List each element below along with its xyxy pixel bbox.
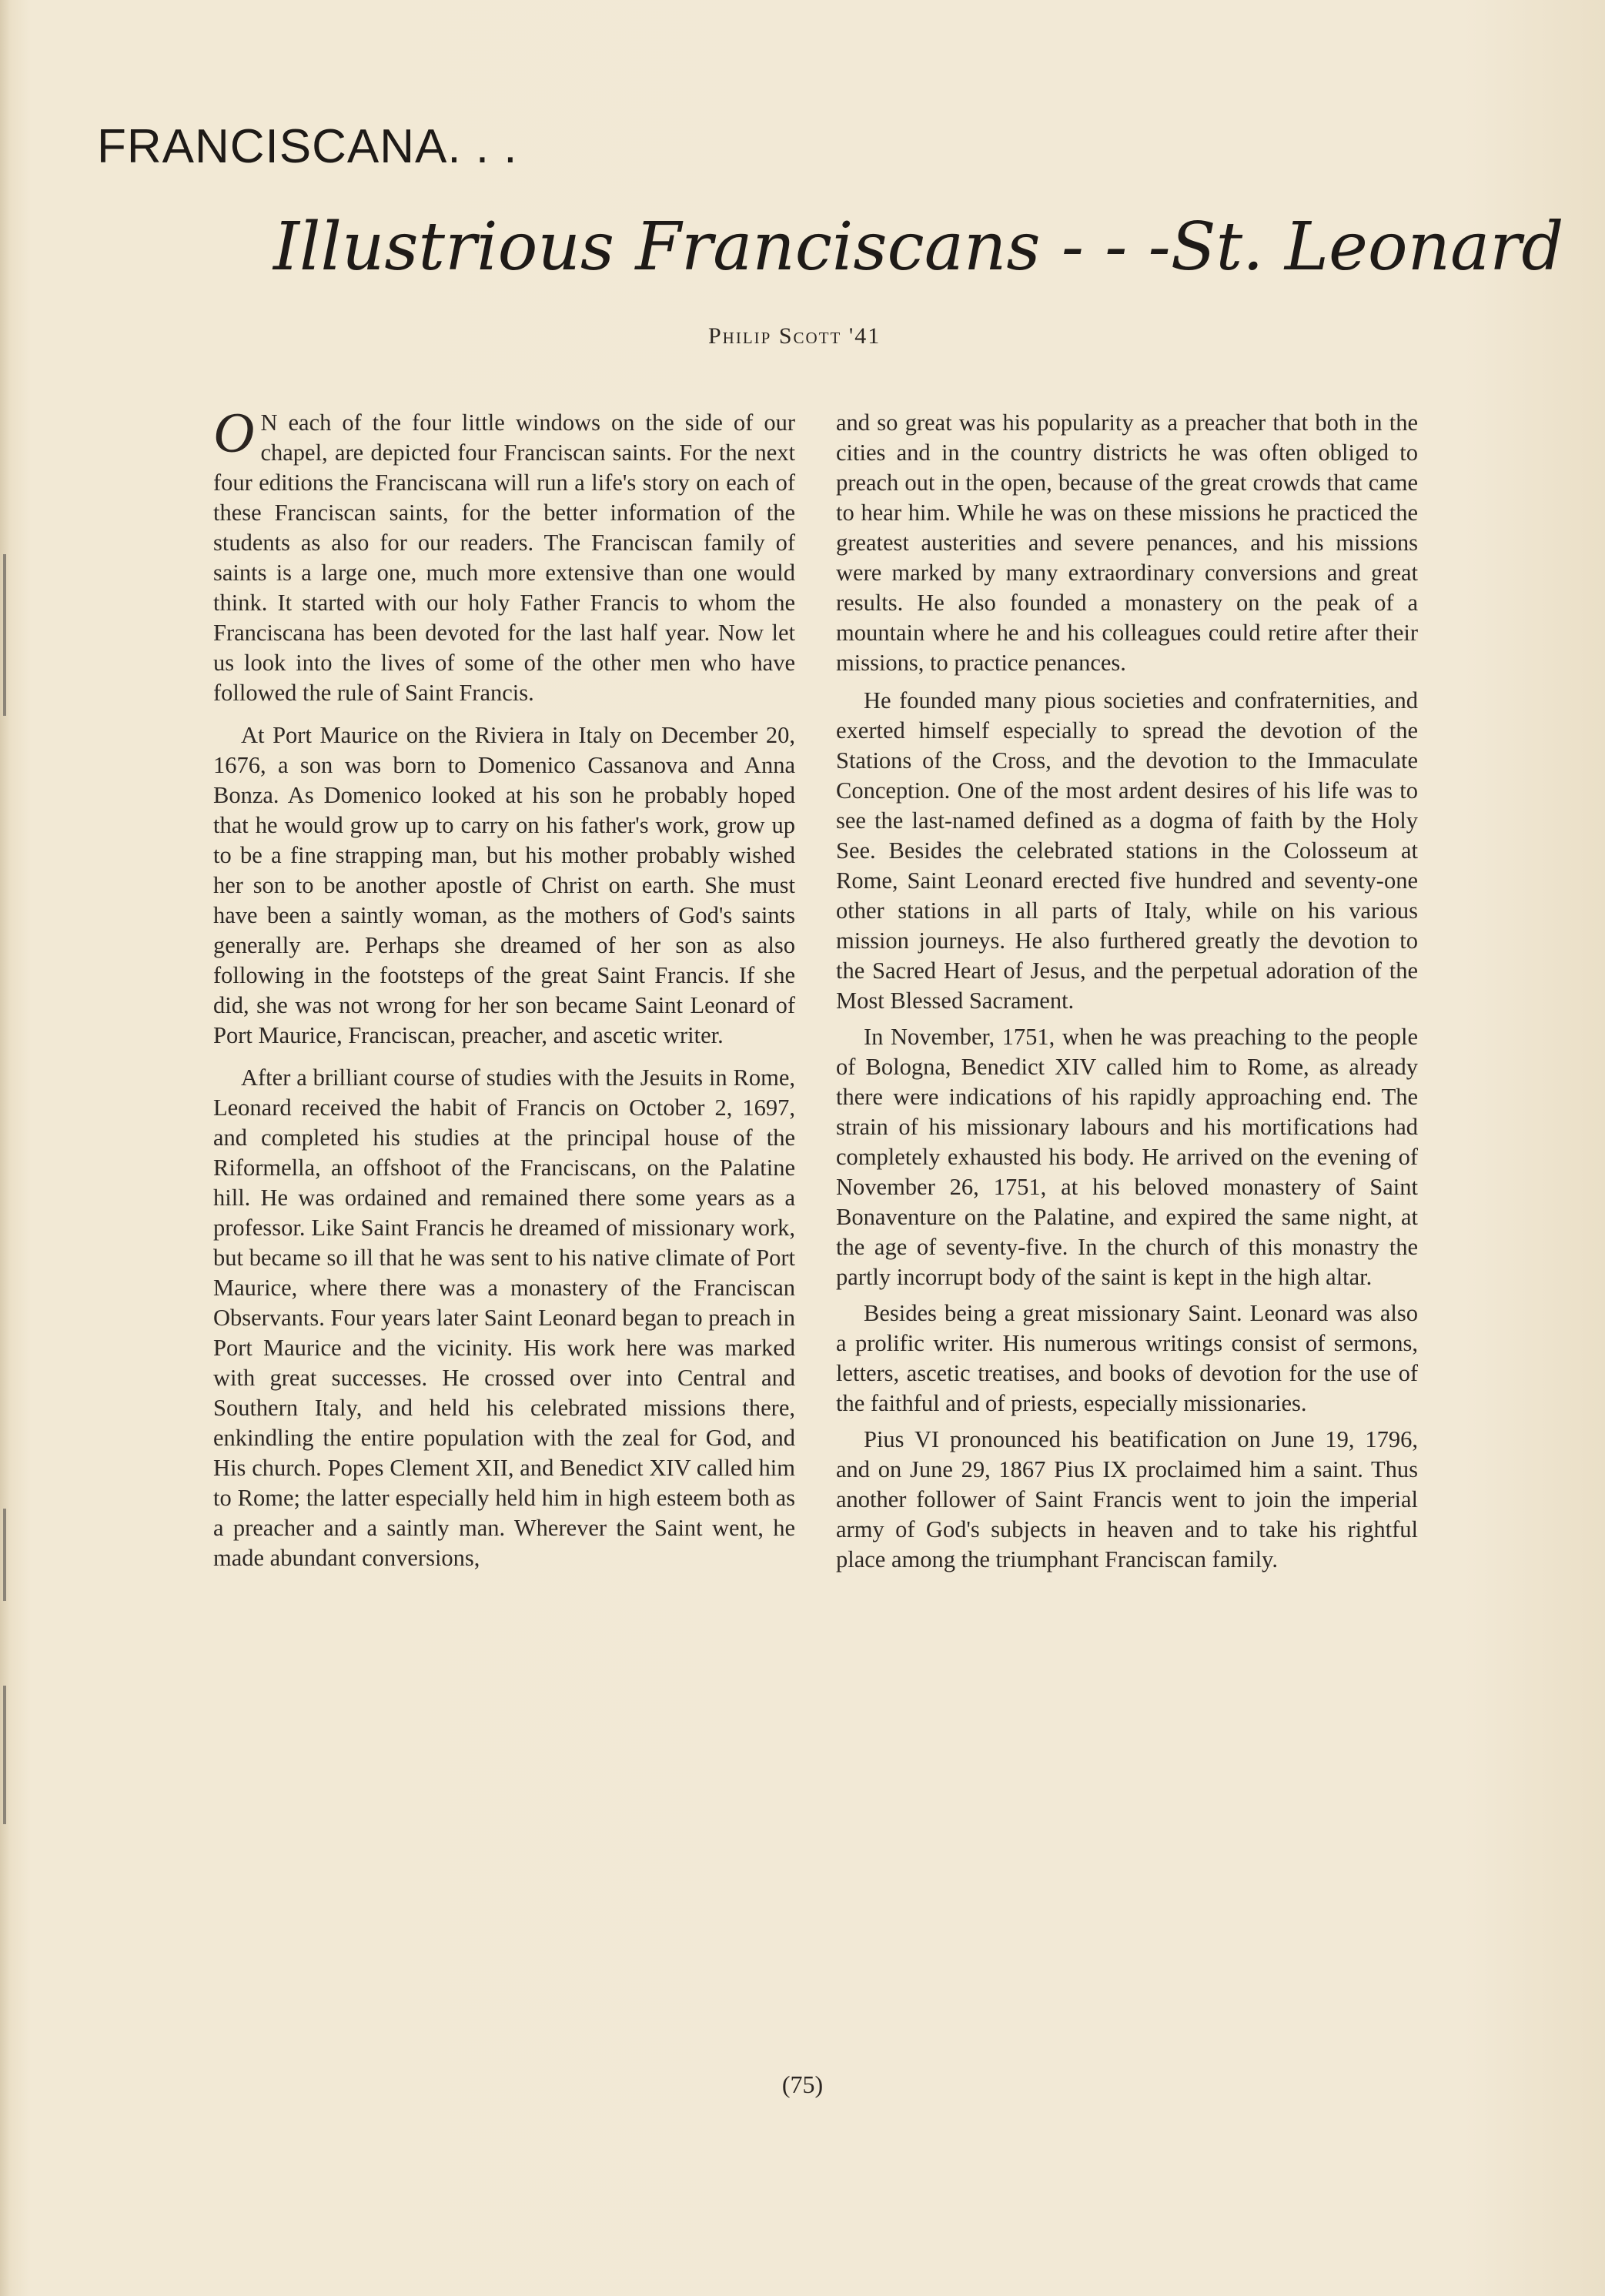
- paragraph: Pius VI pronounced his beatification on June 19, 1796, and on June 29, 1867 Pius IX proclaimed him a saint. Thus another follower of Saint Francis went to join the imperial army of God's subjects in heaven and to take his rightful place among the triumphant Franciscan family.: [836, 1426, 1418, 1572]
- paragraph: After a brilliant course of studies with the Jesuits in Rome, Leonard received the habit of Francis on October 2, 1697, and completed his studies at the principal house of the Riformella, an offshoot of the Franciscans, on the Palatine hill. He was ordained and remained there some years as a professor. Like Saint Francis he dreamed of missionary work, but became so ill that he was sent to his native climate of Port Maurice, where there was a monastery of the Franciscan Observants. Four years later Saint Leonard began to preach in Port Maurice and the vicinity. His work here was marked with great successes. He crossed over into Central and Southern Italy, and held his celebrated missions there, enkindling the entire population with the zeal for God, and His church. Popes Clement XII, and Benedict XIV called him to Rome; the latter especially held him in high esteem both as a preacher and a saintly man. Wherever the Saint went, he made abundant conversions,: [213, 1064, 795, 1571]
- paragraph: and so great was his popularity as a preacher that both in the cities and in the country districts he was often obliged to preach out in the open, because of the great crowds that came to hear him. While he was on these missions he practiced the greatest austerities and severe penances, and his missions were marked by many extraordinary conversions and great results. He also founded a monastery on the peak of a mountain where he and his colleagues could retire after their missions, to practice penances.: [836, 409, 1418, 676]
- byline: Philip Scott '41: [708, 323, 881, 349]
- binding-mark: [3, 1509, 6, 1601]
- page-number: (75): [781, 2070, 824, 2098]
- paragraph: Besides being a great missionary Saint. Leonard was also a prolific writer. His numerous writings consist of sermons, letters, ascetic treatises, and books of devotion for the use of the faithful and of priests, especially missionaries.: [836, 1300, 1418, 1416]
- masthead: FRANCISCANA. . .: [97, 120, 518, 173]
- article-title: Illustrious Franciscans - - -St. Leonard: [273, 209, 1564, 286]
- paragraph: He founded many pious societies and confraternities, and exerted himself especially to spread the devotion of the Stations of the Cross, and the devotion to the Immaculate Conception. One of the most ardent desires of his life was to see the last-named defined as a dogma of faith by the Holy See. Besides the celebrated stations in the Colosseum at Rome, Saint Leonard erected five hundred and seventy-one other stations in all parts of Italy, while on his various mission journeys. He also furthered greatly the devotion to the Sacred Heart of Jesus, and the perpetual adoration of the Most Blessed Sacrament.: [836, 687, 1418, 1014]
- left-column: [213, 402, 795, 1586]
- paragraph-text: N each of the four little windows on the side of our chapel, are depicted four Franciscan saints. For the next four editions the Franciscana will run a life's story on each of these Franciscan saints, for the better information of the students as also for our readers. The Franciscan family of saints is a large one, much more extensive than one would think. It started with our holy Father Francis to whom the Franciscana has been devoted for the last half year. Now let us look into the lives of some of the other men who have followed the rule of Saint Francis.: [213, 409, 795, 706]
- right-column: [836, 408, 1418, 1587]
- binding-mark: [3, 554, 6, 716]
- drop-cap: O: [213, 402, 255, 465]
- paragraph: At Port Maurice on the Riviera in Italy on December 20, 1676, a son was born to Domenico Cassanova and Anna Bonza. As Domenico looked at his son he probably hoped that he would grow up to carry on his father's work, grow up to be a fine strapping man, but his mother probably wished her son to be another apostle of Christ on earth. She must have been a saintly woman, as the mothers of God's saints generally are. Perhaps she dreamed of her son as also following in the footsteps of the great Saint Francis. If she did, she was not wrong for her son became Saint Leonard of Port Maurice, Franciscan, preacher, and ascetic writer.: [213, 722, 795, 1048]
- paragraph: In November, 1751, when he was preaching to the people of Bologna, Benedict XIV called him to Rome, as already there were indications of his rapidly approaching end. The strain of his missionary labours and his mortifications had completely exhausted his body. He arrived on the evening of November 26, 1751, at his beloved monastery of Saint Bonaventure on the Palatine, and expired the same night, at the age of seventy-five. In the church of this monastry the partly incorrupt body of the saint is kept in the high altar.: [836, 1024, 1418, 1290]
- binding-mark: [3, 1686, 6, 1824]
- paragraph: [213, 402, 795, 708]
